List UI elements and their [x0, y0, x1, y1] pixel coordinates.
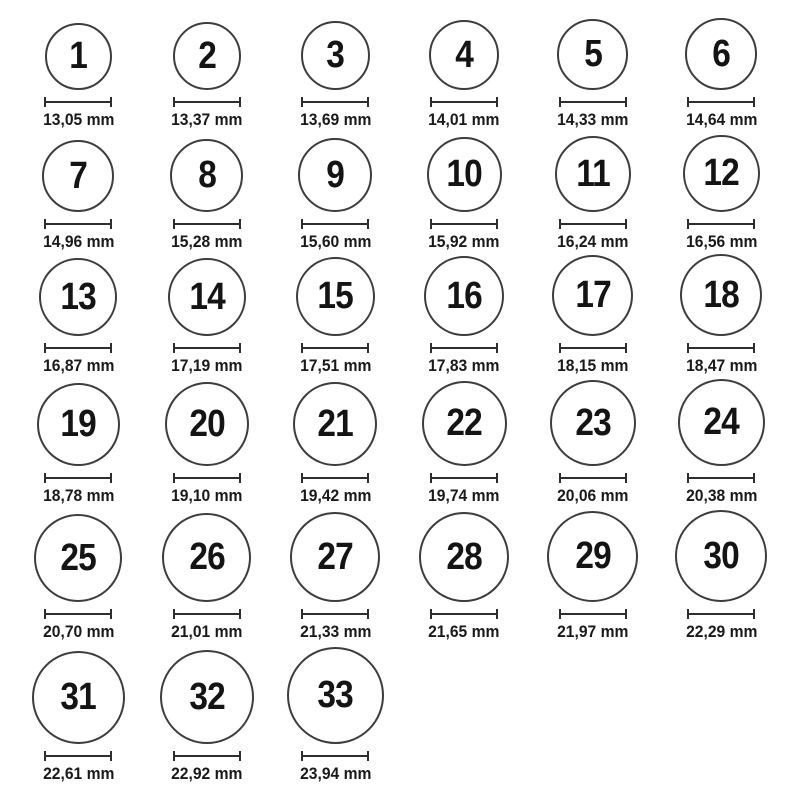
size-number: 31 [60, 676, 97, 719]
size-circle [165, 382, 249, 466]
diameter-ruler [430, 473, 498, 483]
size-number: 13 [60, 275, 97, 318]
diameter-label: 21,65 mm [428, 621, 500, 641]
diameter-label: 13,37 mm [171, 109, 243, 129]
diameter-label: 21,97 mm [557, 621, 629, 641]
size-circle [290, 512, 380, 602]
size-number: 20 [189, 402, 225, 445]
size-number: 22 [446, 402, 482, 445]
size-circle [296, 257, 375, 336]
ring-size-cell [14, 643, 143, 785]
diameter-label: 20,70 mm [42, 621, 114, 641]
diameter-label: 23,94 mm [299, 763, 372, 783]
diameter-ruler [687, 609, 755, 619]
size-circle [287, 647, 384, 744]
ring-size-cell [271, 507, 400, 643]
size-circle [429, 20, 499, 90]
diameter-ruler [44, 343, 112, 353]
diameter-ruler [687, 343, 755, 353]
size-circle [160, 650, 254, 744]
size-number: 1 [69, 35, 88, 78]
size-circle [685, 18, 757, 90]
size-number: 17 [574, 274, 611, 317]
size-number: 5 [583, 33, 602, 76]
size-circle [427, 137, 502, 212]
ring-size-cell [657, 253, 786, 377]
size-number: 26 [189, 536, 225, 579]
diameter-label: 14,33 mm [557, 109, 629, 129]
diameter-ruler [173, 343, 241, 353]
diameter-label: 18,47 mm [685, 355, 757, 375]
diameter-label: 15,28 mm [171, 231, 243, 251]
diameter-label: 14,01 mm [428, 109, 500, 129]
size-circle [680, 254, 762, 336]
ring-size-cell [657, 131, 786, 253]
diameter-label: 13,69 mm [299, 109, 372, 129]
size-number: 19 [60, 403, 97, 446]
diameter-label: 18,15 mm [557, 355, 629, 375]
diameter-label: 22,61 mm [42, 763, 114, 783]
diameter-ruler [301, 219, 369, 229]
ring-size-cell [657, 507, 786, 643]
diameter-label: 13,05 mm [42, 109, 114, 129]
diameter-label: 15,60 mm [299, 231, 372, 251]
size-number: 9 [326, 153, 345, 196]
diameter-ruler [173, 751, 241, 761]
size-circle [173, 22, 241, 90]
size-number: 6 [712, 32, 731, 75]
size-number: 3 [326, 34, 345, 77]
diameter-ruler [559, 473, 627, 483]
diameter-label: 16,56 mm [685, 231, 757, 251]
size-number: 10 [446, 153, 482, 196]
size-circle [555, 136, 631, 212]
diameter-label: 21,33 mm [299, 621, 372, 641]
ring-size-cell [528, 507, 657, 643]
ring-size-cell [657, 377, 786, 507]
size-circle [683, 135, 760, 212]
diameter-label: 22,29 mm [685, 621, 757, 641]
size-circle [32, 651, 125, 744]
diameter-ruler [559, 219, 627, 229]
ring-size-cell [14, 377, 143, 507]
ring-size-cell [271, 253, 400, 377]
size-number: 16 [446, 274, 482, 317]
ring-size-cell [400, 10, 529, 131]
size-number: 12 [703, 152, 739, 195]
diameter-label: 17,83 mm [428, 355, 500, 375]
size-circle [45, 23, 112, 90]
diameter-label: 15,92 mm [428, 231, 500, 251]
ring-size-cell [400, 253, 529, 377]
size-number: 24 [703, 401, 739, 444]
size-number: 15 [317, 275, 354, 318]
ring-size-cell [657, 10, 786, 131]
diameter-label: 14,64 mm [685, 109, 757, 129]
size-number: 32 [189, 675, 225, 718]
diameter-ruler [173, 219, 241, 229]
size-circle [547, 511, 638, 602]
diameter-label: 20,38 mm [685, 485, 757, 505]
diameter-label: 21,01 mm [171, 621, 243, 641]
size-circle [42, 140, 114, 212]
size-circle [168, 258, 246, 336]
diameter-ruler [687, 219, 755, 229]
diameter-ruler [301, 473, 369, 483]
diameter-ruler [430, 609, 498, 619]
diameter-ruler [430, 97, 498, 107]
size-circle [550, 380, 636, 466]
size-number: 18 [703, 273, 739, 316]
ring-size-cell [14, 507, 143, 643]
ring-size-cell [143, 507, 272, 643]
diameter-label: 17,19 mm [171, 355, 243, 375]
size-circle [301, 21, 370, 90]
size-number: 4 [455, 33, 473, 76]
diameter-label: 17,51 mm [299, 355, 372, 375]
diameter-ruler [430, 219, 498, 229]
ring-size-cell [14, 131, 143, 253]
size-circle [39, 258, 117, 336]
diameter-ruler [687, 473, 755, 483]
ring-size-cell [400, 131, 529, 253]
diameter-label: 16,24 mm [557, 231, 629, 251]
size-circle [557, 19, 628, 90]
ring-size-cell [271, 643, 400, 785]
ring-size-cell [271, 377, 400, 507]
diameter-ruler [687, 97, 755, 107]
diameter-label: 16,87 mm [42, 355, 114, 375]
ring-size-cell [400, 507, 529, 643]
ring-size-cell [271, 10, 400, 131]
size-circle [419, 512, 509, 602]
diameter-ruler [44, 97, 112, 107]
ring-size-cell [14, 253, 143, 377]
diameter-ruler [173, 609, 241, 619]
size-number: 25 [60, 536, 97, 579]
ring-size-cell [400, 377, 529, 507]
ring-size-cell [14, 10, 143, 131]
size-number: 29 [574, 535, 611, 578]
ring-size-cell [143, 131, 272, 253]
diameter-ruler [301, 751, 369, 761]
diameter-ruler [559, 343, 627, 353]
ring-size-cell [143, 377, 272, 507]
size-circle [552, 255, 633, 336]
diameter-ruler [301, 609, 369, 619]
diameter-ruler [559, 97, 627, 107]
diameter-ruler [301, 343, 369, 353]
size-number: 7 [69, 154, 88, 197]
diameter-ruler [173, 97, 241, 107]
size-circle [424, 256, 504, 336]
size-number: 27 [317, 535, 354, 578]
ring-size-cell [528, 10, 657, 131]
diameter-ruler [44, 751, 112, 761]
ring-size-cell [528, 253, 657, 377]
diameter-label: 14,96 mm [42, 231, 114, 251]
diameter-ruler [44, 609, 112, 619]
size-circle [37, 383, 120, 466]
size-number: 11 [575, 152, 610, 195]
diameter-ruler [301, 97, 369, 107]
size-circle [422, 381, 507, 466]
diameter-label: 20,06 mm [557, 485, 629, 505]
size-number: 23 [574, 401, 611, 444]
size-circle [675, 510, 767, 602]
diameter-ruler [44, 473, 112, 483]
ring-size-cell [271, 131, 400, 253]
diameter-ruler [44, 219, 112, 229]
size-circle [34, 514, 122, 602]
ring-size-cell [143, 643, 272, 785]
size-number: 21 [317, 402, 354, 445]
diameter-label: 19,42 mm [299, 485, 372, 505]
diameter-label: 19,74 mm [428, 485, 500, 505]
size-number: 30 [703, 534, 739, 577]
size-number: 2 [198, 34, 216, 77]
diameter-ruler [173, 473, 241, 483]
size-number: 14 [189, 275, 225, 318]
ring-size-cell [143, 253, 272, 377]
size-circle [162, 513, 251, 602]
size-number: 8 [198, 154, 216, 197]
size-number: 33 [317, 674, 354, 717]
diameter-label: 22,92 mm [171, 763, 243, 783]
size-circle [293, 382, 377, 466]
ring-size-cell [528, 377, 657, 507]
diameter-label: 19,10 mm [171, 485, 243, 505]
size-circle [170, 139, 243, 212]
ring-size-cell [143, 10, 272, 131]
diameter-ruler [559, 609, 627, 619]
size-number: 28 [446, 535, 482, 578]
size-circle [298, 138, 372, 212]
diameter-label: 18,78 mm [42, 485, 114, 505]
diameter-ruler [430, 343, 498, 353]
size-circle [678, 379, 765, 466]
ring-size-cell [528, 131, 657, 253]
